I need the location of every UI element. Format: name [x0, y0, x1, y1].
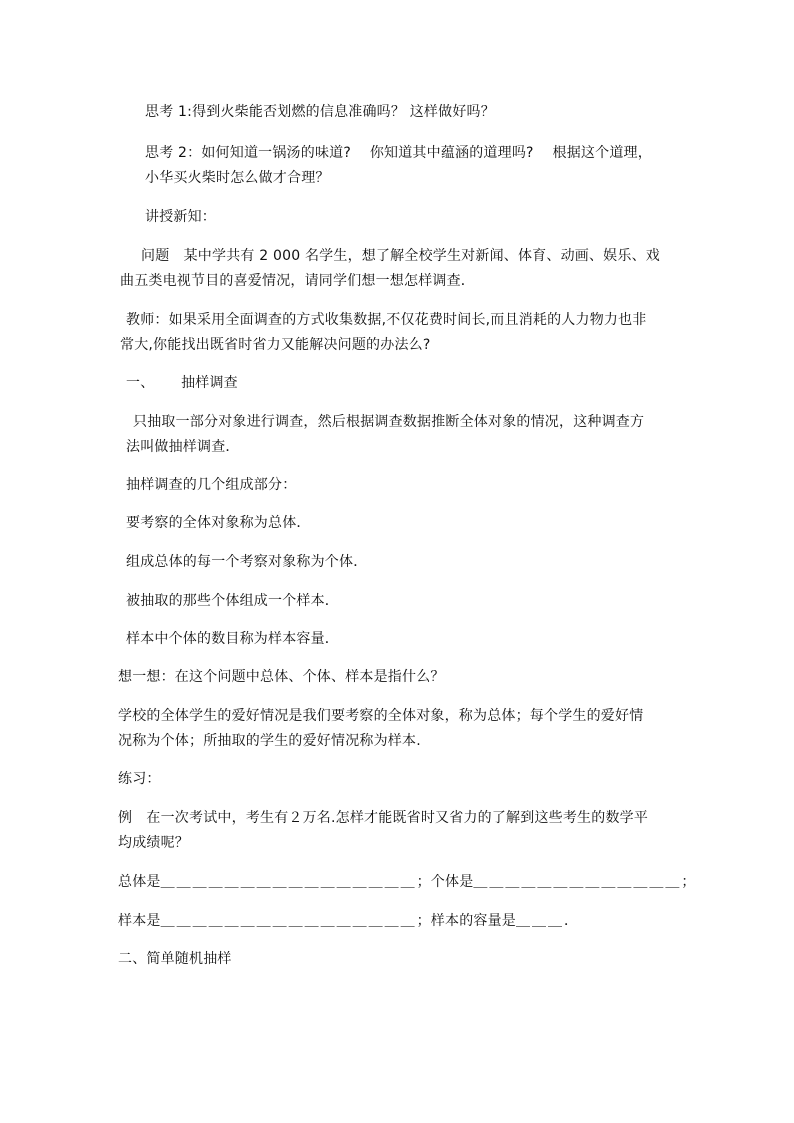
question-2-line-2: 小华买火柴时怎么做才合理？: [145, 170, 330, 186]
teacher-line-2: 常大,你能找出既省时省力又能解决问题的办法么?: [120, 337, 431, 353]
sample-size-blank[interactable]: ＿＿＿: [516, 913, 565, 929]
individual-label: ；个体是: [416, 874, 474, 890]
section-1-title: 抽样调查: [181, 375, 238, 391]
sample-size-label: ；样本的容量是: [416, 913, 517, 929]
definition-line-2: 法叫做抽样调查．: [126, 439, 240, 455]
fill-in-row-1: [118, 872, 696, 892]
question-2-line-1: 思考 2：如何知道一锅汤的味道? 你知道其中蕴涵的道理吗? 根据这个道理，: [145, 145, 652, 161]
parts-heading: 抽样调查的几个组成部分：: [126, 477, 297, 493]
part-2: 组成总体的每一个考察对象称为个体．: [126, 554, 368, 570]
example-line-2: 均成绩呢？: [118, 835, 189, 851]
row-2-end: ．: [564, 913, 579, 929]
fill-in-row-2: [118, 911, 578, 931]
practice-heading: 练习：: [118, 771, 161, 787]
answer-line-2: 况称为个体；所抽取的学生的爱好情况称为样本.: [118, 733, 421, 749]
answer-line-1: 学校的全体学生的爱好情况是我们要考察的全体对象，称为总体；每个学生的爱好情: [118, 708, 644, 724]
section-1-heading: [126, 373, 238, 393]
section-1-number: 一、: [126, 375, 155, 391]
example-line-1: 例 在一次考试中，考生有２万名.怎样才能既省时又省力的了解到这些考生的数学平: [118, 810, 649, 826]
population-label: 总体是: [118, 874, 161, 890]
problem-line-1: 问题 某中学共有 2 000 名学生，想了解全校学生对新闻、体育、动画、娱乐、戏: [141, 248, 660, 264]
row-1-end: ；: [681, 874, 696, 890]
sample-blank[interactable]: ＿＿＿＿＿＿＿＿＿＿＿＿＿＿＿＿: [160, 913, 417, 929]
population-blank[interactable]: ＿＿＿＿＿＿＿＿＿＿＿＿＿＿＿＿: [160, 874, 417, 890]
teacher-line-1: 教师：如果采用全面调查的方式收集数据,不仅花费时间长,而且消耗的人力物力也非: [126, 312, 647, 328]
problem-line-2: 曲五类电视节目的喜爱情况，请同学们想一想怎样调查．: [120, 273, 475, 289]
definition-line-1: 只抽取一部分对象进行调查，然后根据调查数据推断全体对象的情况，这种调查方: [133, 414, 645, 430]
teach-heading: 讲授新知：: [145, 209, 216, 225]
section-2-heading: 二、简单随机抽样: [118, 951, 232, 967]
part-4: 样本中个体的数目称为样本容量．: [126, 631, 339, 647]
sample-label: 样本是: [118, 913, 161, 929]
part-3: 被抽取的那些个体组成一个样本．: [126, 593, 339, 609]
individual-blank[interactable]: ＿＿＿＿＿＿＿＿＿＿＿＿＿: [473, 874, 682, 890]
think-question: 想一想：在这个问题中总体、个体、样本是指什么？: [118, 669, 445, 685]
question-1: 思考 1:得到火柴能否划燃的信息准确吗？ 这样做好吗？: [145, 104, 495, 120]
part-1: 要考察的全体对象称为总体．: [126, 515, 311, 531]
